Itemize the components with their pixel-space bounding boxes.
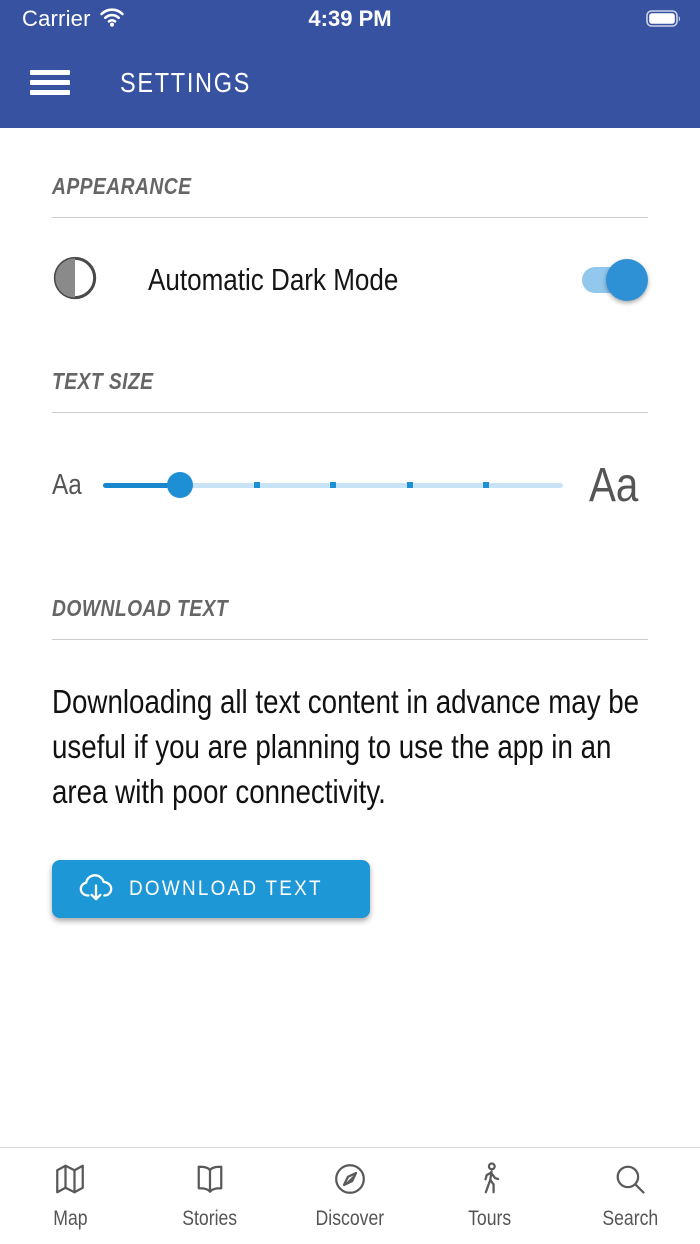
- app-header: [0, 0, 700, 128]
- tab-tours[interactable]: [420, 1148, 560, 1244]
- divider: [52, 217, 648, 218]
- tab-label: Stories: [182, 1207, 238, 1230]
- tab-search[interactable]: [560, 1148, 700, 1244]
- dark-mode-switch[interactable]: [582, 259, 648, 301]
- tab-discover[interactable]: [280, 1148, 420, 1244]
- search-icon: [612, 1161, 648, 1202]
- walking-person-icon: [472, 1161, 508, 1202]
- dark-mode-row: [52, 255, 648, 305]
- tab-stories[interactable]: [140, 1148, 280, 1244]
- slider-thumb[interactable]: [167, 472, 193, 498]
- tab-label: Map: [52, 1207, 88, 1230]
- download-text-button[interactable]: [52, 860, 370, 918]
- book-icon: [192, 1161, 228, 1202]
- status-bar: [0, 0, 700, 37]
- slider-tick: [483, 482, 489, 488]
- divider: [52, 639, 648, 640]
- page-title: SETTINGS: [120, 66, 252, 98]
- status-time: 4:39 PM: [308, 5, 392, 31]
- settings-content: [0, 128, 700, 918]
- section-label-text-size: TEXT SIZE: [52, 368, 154, 394]
- menu-icon[interactable]: [30, 65, 70, 100]
- cloud-download-icon: [78, 872, 114, 906]
- text-size-small-sample: Aa: [52, 468, 82, 501]
- tab-label: Tours: [468, 1207, 512, 1230]
- text-size-large-sample: Aa: [589, 458, 639, 512]
- divider: [52, 412, 648, 413]
- section-label-appearance: APPEARANCE: [52, 173, 192, 199]
- switch-thumb[interactable]: [606, 259, 648, 301]
- tab-label: Search: [602, 1207, 658, 1230]
- tab-map[interactable]: [0, 1148, 140, 1244]
- download-description: Downloading all text content in advance may be useful if you are planning to use the app in an area with poor connectivity.: [52, 683, 640, 810]
- text-size-row: [52, 455, 648, 515]
- text-size-slider[interactable]: [103, 471, 563, 499]
- section-label-download-text: DOWNLOAD TEXT: [52, 595, 229, 621]
- nav-bar: [0, 37, 700, 128]
- compass-icon: [332, 1161, 368, 1202]
- tab-bar: [0, 1147, 700, 1244]
- tab-label: Discover: [315, 1207, 385, 1230]
- map-icon: [52, 1161, 88, 1202]
- slider-tick: [330, 482, 336, 488]
- download-button-label: DOWNLOAD TEXT: [129, 877, 323, 900]
- slider-tick: [254, 482, 260, 488]
- carrier-label: Carrier: [22, 5, 91, 31]
- slider-tick: [407, 482, 413, 488]
- contrast-icon: [52, 255, 98, 306]
- dark-mode-label: Automatic Dark Mode: [148, 262, 399, 297]
